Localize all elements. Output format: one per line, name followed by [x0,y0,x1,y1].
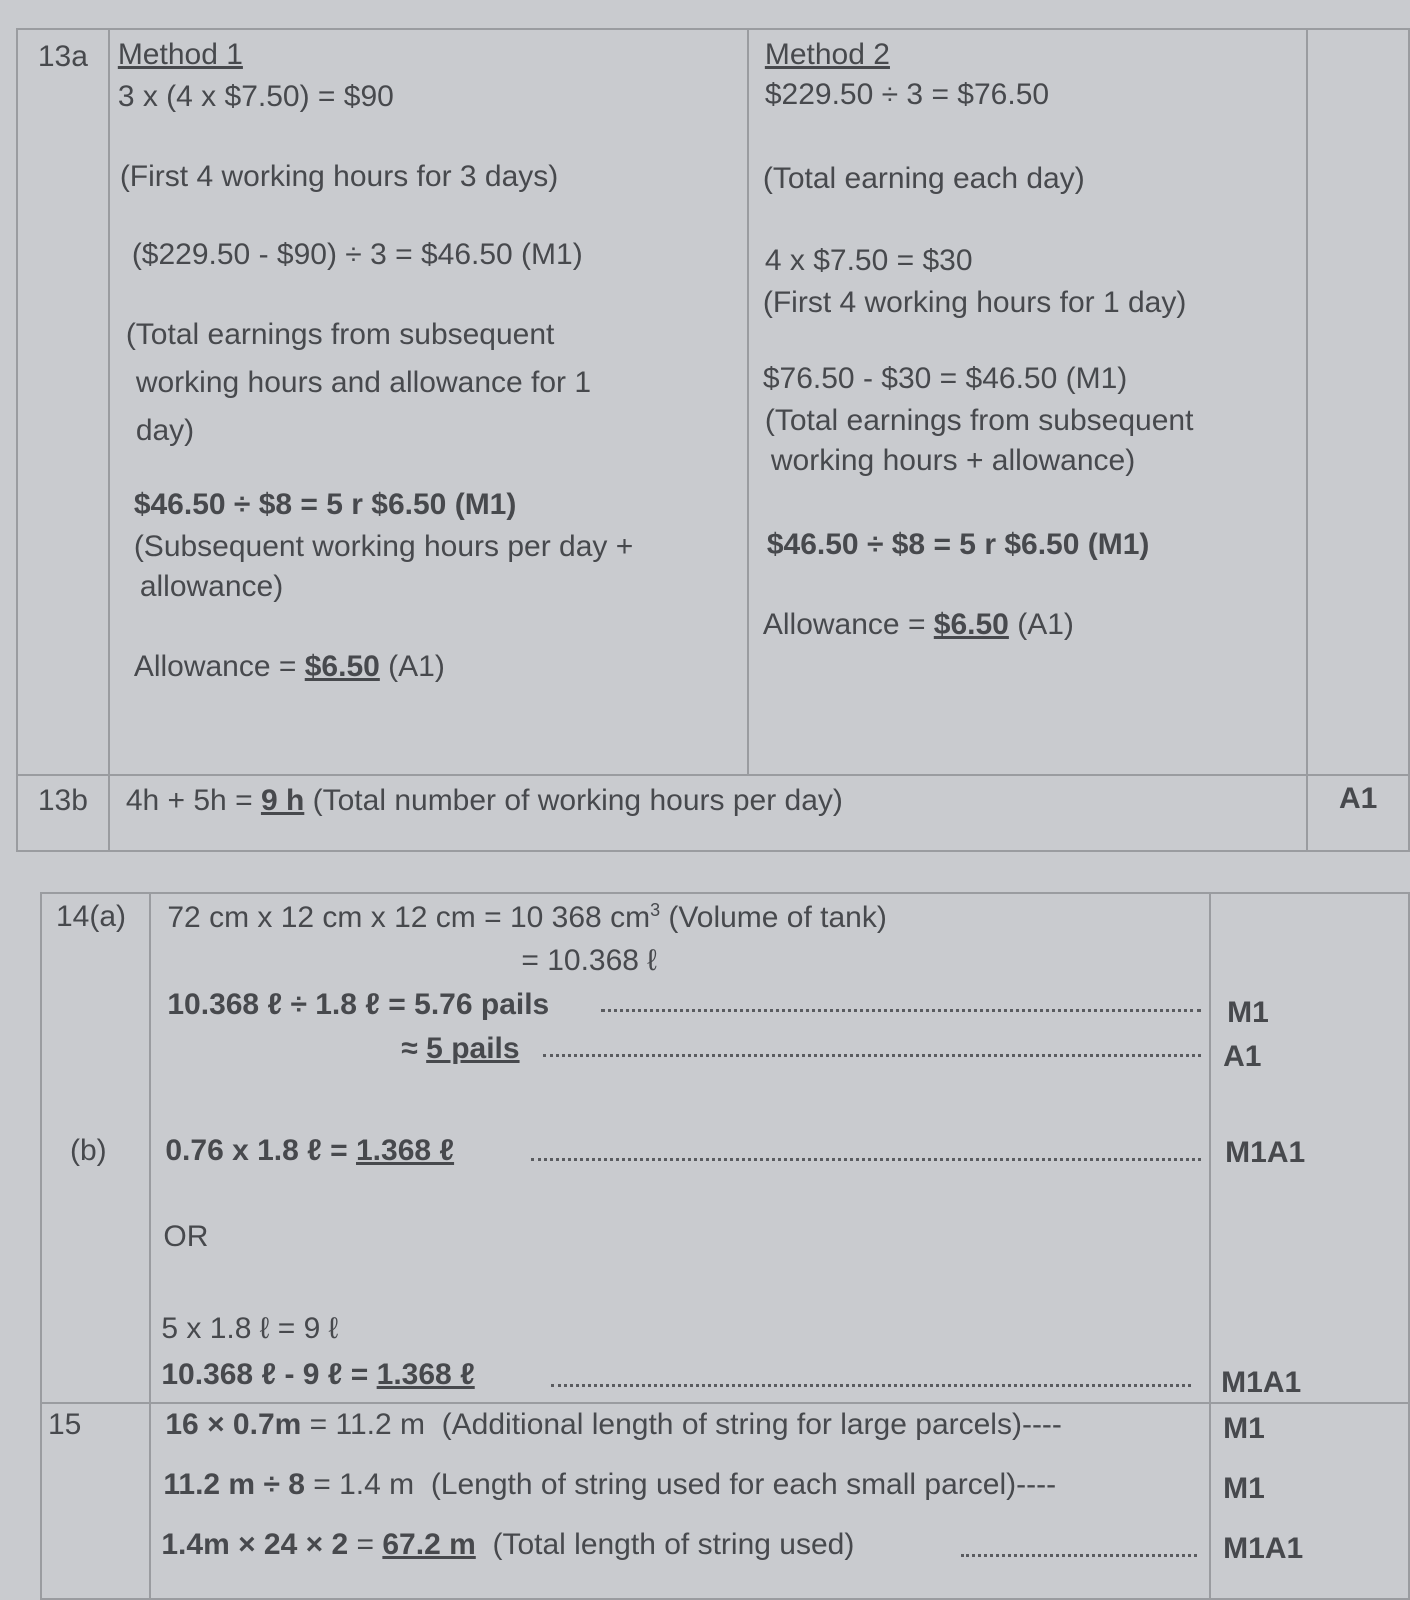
q15-mark-1: M1 [1223,1412,1265,1445]
allowance-value: $6.50 [304,650,380,683]
method2-note1: (Total earning each day) [762,162,1085,195]
q15-working-cell [150,1403,1210,1599]
q15-line2-note: (Length of string used for each small parcel)---- [430,1468,1057,1501]
q14b-line3-pre: 10.368 ℓ - 9 ℓ = [161,1358,377,1391]
q14a-line2: = 10.368 ℓ [521,944,658,977]
q15-line3-eq: 1.4m × 24 × 2 [161,1528,349,1561]
q14a-line1-post: (Volume of tank) [660,901,887,934]
method2-line1: $229.50 ÷ 3 = $76.50 [764,78,1050,111]
q15-number-cell [41,1403,150,1599]
method2-allowance [763,608,1074,642]
method1-line2: ($229.50 - $90) ÷ 3 = $46.50 (M1) [131,238,583,271]
q15-line3-answer: 67.2 m [382,1528,476,1561]
q14-working-cell [150,893,1210,1403]
q15-mark-2: M1 [1223,1472,1265,1505]
method1-note1: (First 4 working hours for 3 days) [119,160,559,193]
q14-15-table [40,892,1410,1600]
q14a-mark-m1: M1 [1227,996,1269,1029]
q13b-number: 13b [37,784,88,817]
method2-note3b: working hours + allowance) [770,444,1136,477]
method2-heading: Method 2 [764,38,890,71]
q14b-line1-pre: 0.76 x 1.8 ℓ = [165,1134,356,1167]
method1-heading: Method 1 [117,38,243,71]
q14b-line3 [161,1358,474,1392]
q14a-mark-a1: A1 [1223,1040,1262,1073]
q15-number: 15 [48,1408,82,1441]
q14a-line3: 10.368 ℓ ÷ 1.8 ℓ = 5.76 pails [167,988,550,1021]
q15-line1 [165,1408,1062,1442]
q14a-line1-sup: 3 [650,900,661,920]
q13a-mark-cell [1307,29,1409,775]
q13a-method2-cell [748,29,1307,775]
q13b-number-cell [17,775,109,851]
q13b-answer-cell [109,775,1307,851]
allowance-mark: (A1) [1008,608,1074,641]
leader-dots [601,1009,1201,1012]
method2-line3: $76.50 - $30 = $46.50 (M1) [762,362,1128,395]
q14b-or: OR [163,1220,209,1253]
method2-note2: (First 4 working hours for 1 day) [762,286,1187,319]
q15-mark-3: M1A1 [1223,1532,1304,1565]
method1-note3a: (Subsequent working hours per day + [133,530,634,563]
allowance-mark: (A1) [379,650,445,683]
leader-dots [531,1158,1201,1161]
q15-mark-cell [1210,1403,1409,1599]
q13-table [16,28,1410,852]
q13b-prefix: 4h + 5h = [125,784,261,817]
q15-line1-rest: = 11.2 m [301,1408,425,1441]
q14b-line3-answer: 1.368 ℓ [376,1358,475,1391]
leader-dots [961,1554,1197,1557]
q13b-answer [126,784,843,818]
q13a-number: 13a [37,40,88,73]
method1-line1: 3 x (4 x $7.50) = $90 [117,80,394,113]
method1-allowance [134,650,445,684]
q14-number-cell [41,893,150,1403]
q14b-line1 [165,1134,454,1168]
q13b-answer-value: 9 h [260,784,305,817]
method2-line4: $46.50 ÷ $8 = 5 r $6.50 (M1) [766,528,1150,561]
allowance-label: Allowance = [133,650,305,683]
q14b-mark-1: M1A1 [1225,1136,1306,1169]
q15-line2 [163,1468,1056,1502]
q15-line3 [161,1528,854,1562]
q13a-method1-cell [109,29,748,775]
q14b-number: (b) [70,1134,107,1167]
allowance-label: Allowance = [762,608,934,641]
q14b-line1-answer: 1.368 ℓ [356,1134,455,1167]
q15-line1-eq: 16 × 0.7m [165,1408,302,1441]
method1-note2a: (Total earnings from subsequent [125,318,555,351]
q15-line3-note: (Total length of string used) [492,1528,855,1561]
q15-line1-note: (Additional length of string for large parcels)---- [441,1408,1062,1441]
method1-note2c: day) [135,414,195,447]
q14a-line4-answer: 5 pails [426,1032,520,1065]
q14b-line2: 5 x 1.8 ℓ = 9 ℓ [161,1312,339,1345]
method1-note3b: allowance) [139,570,284,603]
q14a-number: 14(a) [56,900,127,933]
q14a-line1-pre: 72 cm x 12 cm x 12 cm = 10 368 cm [167,901,651,934]
q13b-mark: A1 [1338,782,1378,815]
q14b-mark-2: M1A1 [1221,1366,1302,1399]
method1-line3: $46.50 ÷ $8 = 5 r $6.50 (M1) [133,488,517,521]
q13a-number-cell [17,29,109,775]
leader-dots [551,1384,1191,1387]
q14a-line4-pre: ≈ [401,1032,427,1065]
leader-dots [543,1054,1201,1057]
q14a-line4 [401,1032,519,1066]
allowance-value: $6.50 [933,608,1009,641]
method1-note2b: working hours and allowance for 1 [135,366,592,399]
q15-line2-eq: 11.2 m ÷ 8 [163,1468,305,1501]
q15-line3-mid: = [348,1528,383,1561]
method2-note3a: (Total earnings from subsequent [764,404,1194,437]
q14-mark-cell [1210,893,1409,1403]
method2-line2: 4 x $7.50 = $30 [764,244,973,277]
q14a-line1 [167,900,887,935]
q13b-mark-cell [1307,775,1409,851]
q13b-note: (Total number of working hours per day) [304,784,843,817]
q15-line2-rest: = 1.4 m [304,1468,415,1501]
